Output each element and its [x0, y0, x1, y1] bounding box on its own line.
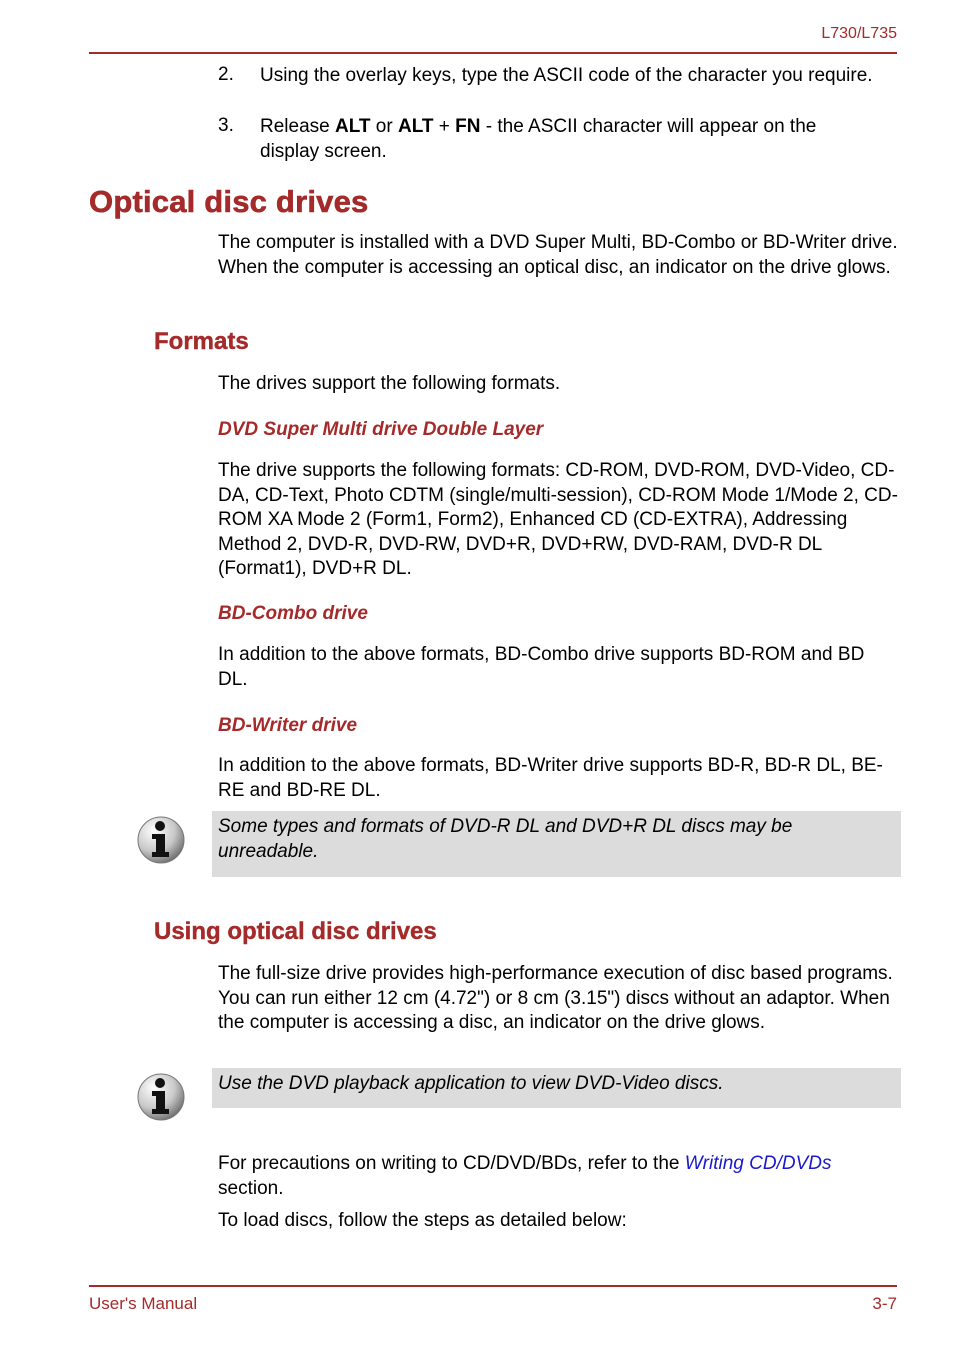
precaution-post: section.: [218, 1177, 284, 1199]
note-text-formats: Some types and formats of DVD-R DL and DVD+R DL discs may be unreadable.: [218, 816, 793, 862]
formats-intro: The drives support the following formats.: [218, 373, 561, 394]
section-title: Optical disc drives: [89, 184, 369, 219]
precaution-text: [218, 1152, 898, 1201]
step-3-text: [260, 115, 880, 164]
key-alt-2: ALT: [397, 116, 434, 137]
step-2-text: Using the overlay keys, type the ASCII code of the character you require.: [260, 65, 873, 86]
dvd-super-multi-heading: DVD Super Multi drive Double Layer: [218, 419, 544, 440]
footer-rule: [89, 1285, 897, 1287]
step-3-pre: Release: [260, 116, 335, 137]
dvd-super-multi-text: The drive supports the following formats: CD-ROM, DVD-ROM, DVD-Video, CD-DA, CD-Text, Photo CDTM (single/multi-session), CD-ROM Mode 1/Mode 2, CD-ROM XA Mode 2 (Form1, Form2), Enhanced CD (CD-EXTRA), Addressing Method 2, DVD-R, DVD-RW, DVD+R, DVD+RW, DVD-RAM, DVD-R DL (Format1), DVD+R DL.: [218, 460, 898, 579]
footer-manual: User's Manual: [89, 1294, 198, 1313]
step-3-number: 3.: [218, 115, 234, 136]
section-intro: The computer is installed with a DVD Super Multi, BD-Combo or BD-Writer drive. When the computer is accessing an optical disc, an indicator on the drive glows.: [218, 232, 898, 278]
bd-combo-text: In addition to the above formats, BD-Combo drive supports BD-ROM and BD DL.: [218, 644, 865, 690]
note-text-using: Use the DVD playback application to view DVD-Video discs.: [218, 1073, 724, 1094]
step-3-plus: +: [433, 116, 456, 137]
load-discs-text: To load discs, follow the steps as detailed below:: [218, 1210, 627, 1231]
step-2-number: 2.: [218, 64, 234, 85]
info-icon: [136, 815, 186, 865]
bd-writer-text: In addition to the above formats, BD-Writer drive supports BD-R, BD-R DL, BE-RE and BD-RE DL.: [218, 755, 883, 801]
step-3-or: or: [370, 116, 398, 137]
header-model: L730/L735: [821, 25, 897, 42]
step-3-post: - the ASCII character will appear on the display screen.: [260, 116, 817, 162]
using-intro: The full-size drive provides high-performance execution of disc based programs. You can run either 12 cm (4.72") or 8 cm (3.15") discs without an adaptor. When the computer is accessing a disc, an indicator on the drive glows.: [218, 963, 893, 1033]
bd-combo-heading: BD-Combo drive: [218, 603, 368, 624]
footer-page-number: 3-7: [872, 1294, 897, 1313]
key-alt: ALT: [335, 116, 371, 137]
using-heading: Using optical disc drives: [154, 918, 437, 945]
info-icon: [136, 1072, 186, 1122]
writing-cd-dvds-link[interactable]: Writing CD/DVDs: [684, 1153, 832, 1174]
precaution-pre: For precautions on writing to CD/DVD/BDs, refer to the: [218, 1153, 685, 1174]
formats-heading: Formats: [154, 328, 249, 355]
bd-writer-heading: BD-Writer drive: [218, 715, 358, 736]
note-box-formats: [212, 811, 901, 877]
key-fn: FN: [455, 116, 481, 137]
header-rule: [89, 52, 897, 54]
note-box-using: [212, 1068, 901, 1108]
